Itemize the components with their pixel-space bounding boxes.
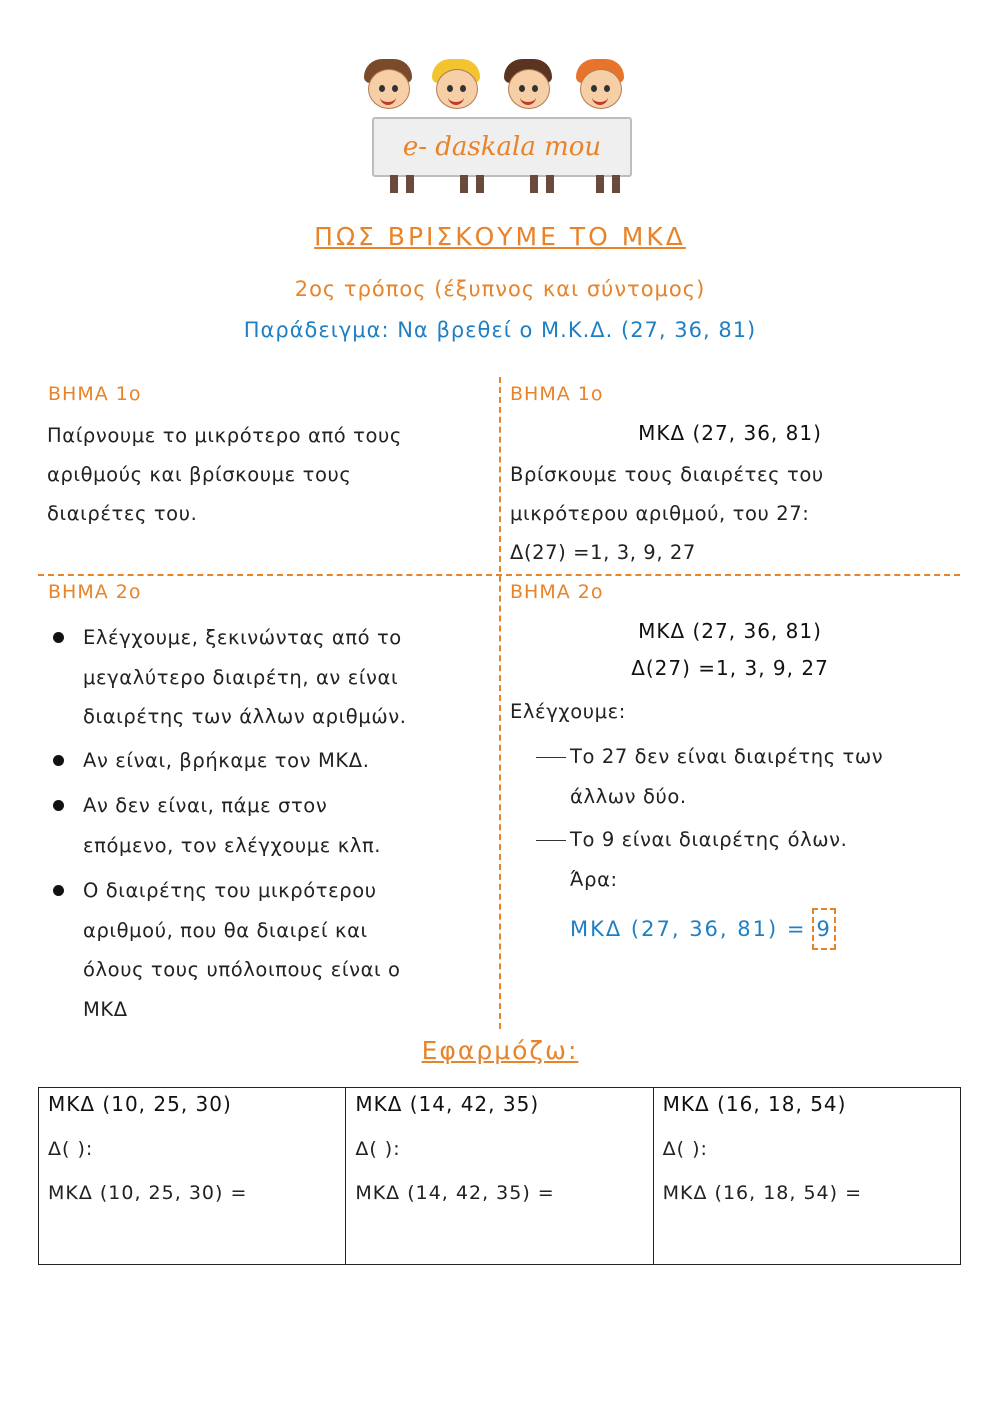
horizontal-divider [38, 574, 960, 576]
answer-line: ΜΚΔ (27, 36, 81) = 9 [570, 908, 836, 950]
page-title: ΠΩΣ ΒΡΙΣΚΟΥΜΕ ΤΟ ΜΚΔ [314, 222, 686, 251]
redhead-boy-figure [572, 55, 628, 125]
left-step2-heading: ΒΗΜΑ 2ο [48, 581, 142, 603]
blonde-girl-figure [428, 55, 484, 125]
logo [360, 55, 640, 200]
right-step1-heading: ΒΗΜΑ 1ο [510, 383, 604, 405]
bullet-item: Ο διαιρέτης του μικρότερου αριθμού, που θα διαιρεί και όλους τους υπόλοιπους είναι ο ΜΚΔ [83, 871, 401, 1029]
apply-title: Εφαρμόζω: [421, 1036, 579, 1065]
example-statement: Παράδειγμα: Να βρεθεί ο Μ.Κ.Δ. (27, 36, 81) [243, 318, 757, 342]
logo-banner: e- daskala mou [372, 117, 632, 177]
exercise-cell[interactable]: ΜΚΔ (10, 25, 30) Δ( ): ΜΚΔ (10, 25, 30) = [39, 1088, 346, 1265]
bullet-item: Αν είναι, βρήκαμε τον ΜΚΔ. [83, 741, 370, 781]
right-step2-heading: ΒΗΜΑ 2ο [510, 581, 604, 603]
answer-box: 9 [812, 908, 835, 950]
bullet-item: Ελέγχουμε, ξεκινώντας από το μεγαλύτερο διαιρέτη, αν είναι διαιρέτης των άλλων αριθμών. [83, 618, 407, 737]
left-step1-heading: ΒΗΜΑ 1ο [48, 383, 142, 405]
check-item-1: Το 27 δεν είναι διαιρέτης των άλλων δύο. [570, 737, 883, 817]
right-step1-mkd: ΜΚΔ (27, 36, 81) [638, 421, 822, 445]
right-step2-divisors: Δ(27) =1, 3, 9, 27 [631, 656, 829, 680]
brunette-girl-figure [500, 55, 556, 125]
boy-glasses-figure [360, 55, 416, 125]
right-step2-mkd: ΜΚΔ (27, 36, 81) [638, 619, 822, 643]
right-step1-text: Βρίσκουμε τους διαιρέτες του μικρότερου αριθμού, του 27: Δ(27) =1, 3, 9, 27 [510, 463, 824, 564]
exercise-cell[interactable]: ΜΚΔ (14, 42, 35) Δ( ): ΜΚΔ (14, 42, 35) = [346, 1088, 653, 1265]
bullet-item: Αν δεν είναι, πάμε στον επόμενο, τον ελέγχουμε κλπ. [83, 786, 381, 865]
left-step1-text: Παίρνουμε το μικρότερο από τους αριθμούς και βρίσκουμε τους διαιρέτες του. [47, 424, 402, 525]
exercise-cell[interactable]: ΜΚΔ (16, 18, 54) Δ( ): ΜΚΔ (16, 18, 54) = [653, 1088, 960, 1265]
subtitle: 2ος τρόπος (έξυπνος και σύντομος) [294, 277, 706, 301]
check-label: Ελέγχουμε: [510, 700, 626, 723]
vertical-divider [499, 377, 501, 1029]
exercise-table [38, 1087, 961, 1265]
check-item-2: Το 9 είναι διαιρέτης όλων. Άρα: [570, 820, 847, 900]
